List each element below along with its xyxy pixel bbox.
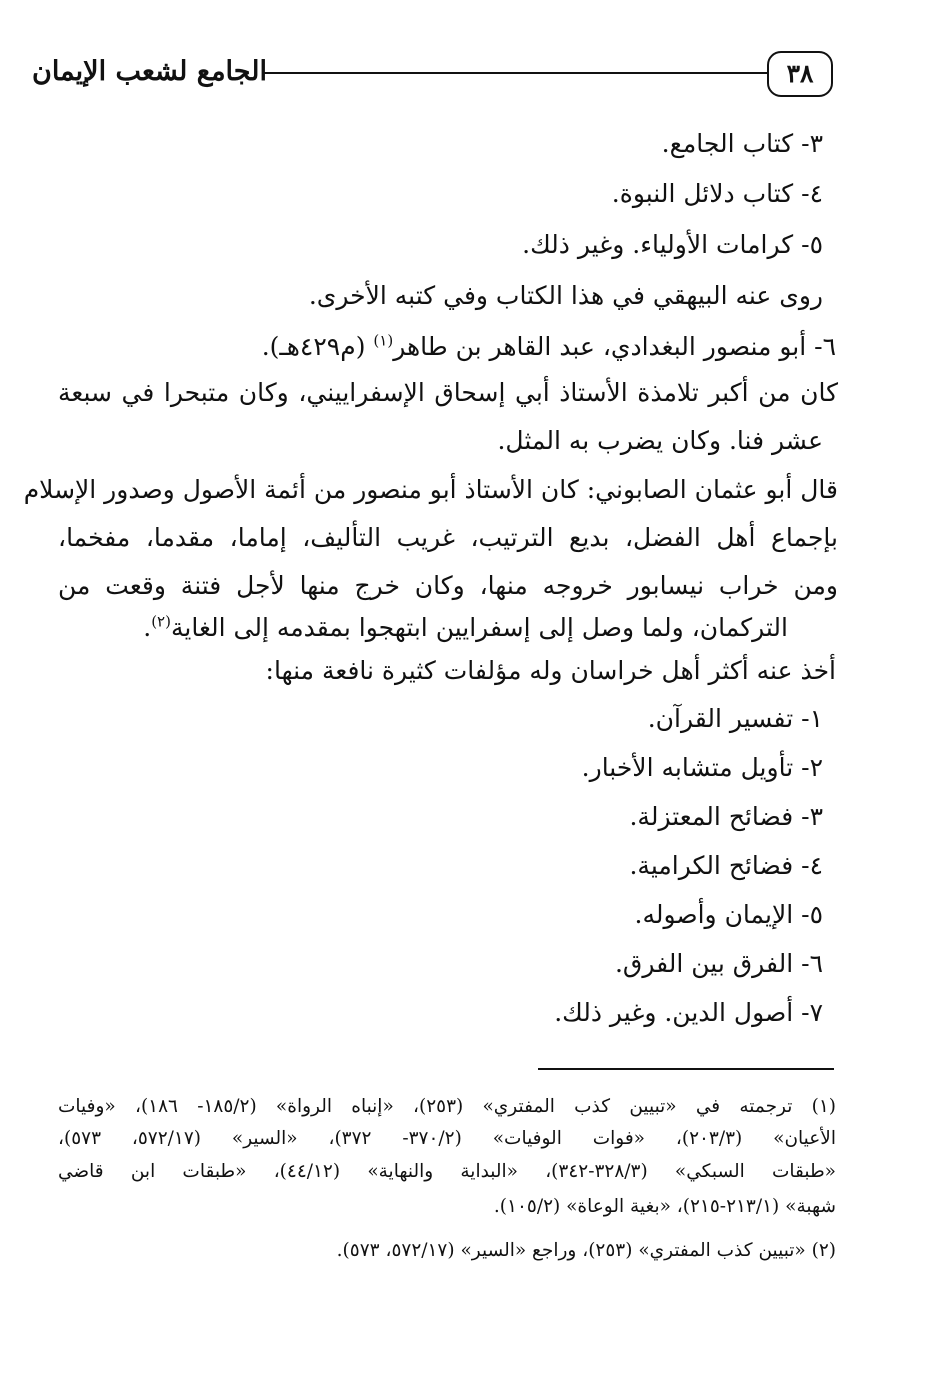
paragraph-text: التركمان، ولما وصل إلى إسفرايين ابتهجوا بمقدمه إلى الغاية [170,613,788,642]
heading-text: ٦- أبو منصور البغدادي، عبد القاهر بن طاهر [393,332,836,361]
section-heading-line [262,330,836,364]
list-item: ٣- كتاب الجامع. [661,129,823,158]
paragraph-line: كان من أكبر تلامذة الأستاذ أبي إسحاق الإسفراييني، وكان متبحرا في سبعة [58,378,838,407]
footnote-line: (٢) «تبيين كذب المفتري» (٢٥٣)، وراجع «السير» (٥٧٢/١٧، ٥٧٣). [336,1240,836,1261]
paragraph-line: أخذ عنه أكثر أهل خراسان وله مؤلفات كثيرة نافعة منها: [265,656,836,685]
paragraph-line: بإجماع أهل الفضل، بديع الترتيب، غريب التأليف، إماما، مقدما، مفخما، [58,523,838,552]
paragraph-end: . [143,613,152,642]
running-title: الجامع لشعب الإيمان [32,56,267,87]
footnote-line: «طبقات السبكي» (٣٢٨/٣-٣٤٢)، «البداية والنهاية» (٤٤/١٢)، «طبقات ابن قاضي [58,1161,836,1182]
list-item: ٢- تأويل متشابه الأخبار. [581,753,823,782]
paragraph-line: روى عنه البيهقي في هذا الكتاب وفي كتبه الأخرى. [308,281,823,310]
list-item: ٤- فضائح الكرامية. [629,851,823,880]
list-item: ٥- الإيمان وأصوله. [634,900,823,929]
list-item: ٧- أصول الدين. وغير ذلك. [554,998,823,1027]
footnote-ref-1: (١) [373,331,394,350]
page-number: ٣٨ [786,59,814,88]
paragraph-line: ومن خراب نيسابور خروجه منها، وكان خرج منها لأجل فتنة وقعت من [58,571,838,600]
footnote-line: شهبة» (٢١٣/١-٢١٥)، «بغية الوعاة» (١٠٥/٢). [493,1196,836,1217]
header-rule [262,72,767,74]
page-number-box [767,51,833,97]
paragraph-line: عشر فنا. وكان يضرب به المثل. [497,426,823,455]
footnote-ref-2: (٢) [151,612,171,631]
list-item: ٤- كتاب دلائل النبوة. [611,179,823,208]
list-item: ٣- فضائح المعتزلة. [629,802,823,831]
list-item: ١- تفسير القرآن. [647,704,823,733]
heading-date: (م٤٢٩هـ). [261,332,374,361]
footnote-rule [538,1068,834,1070]
footnote-line: الأعيان» (٢٠٣/٣)، «فوات الوفيات» (٣٧٠/٢- ٣٧٢)، «السير» (٥٧٢/١٧، ٥٧٣)، [58,1128,836,1149]
list-item: ٦- الفرق بين الفرق. [614,949,823,978]
paragraph-line [143,611,788,645]
footnote-line: (١) ترجمته في «تبيين كذب المفتري» (٢٥٣)، «إنباه الرواة» (١٨٥/٢- ١٨٦)، «وفيات [58,1096,836,1117]
paragraph-line: قال أبو عثمان الصابوني: كان الأستاذ أبو منصور من أئمة الأصول وصدور الإسلام [23,475,838,504]
list-item: ٥- كرامات الأولياء. وغير ذلك. [522,230,823,259]
